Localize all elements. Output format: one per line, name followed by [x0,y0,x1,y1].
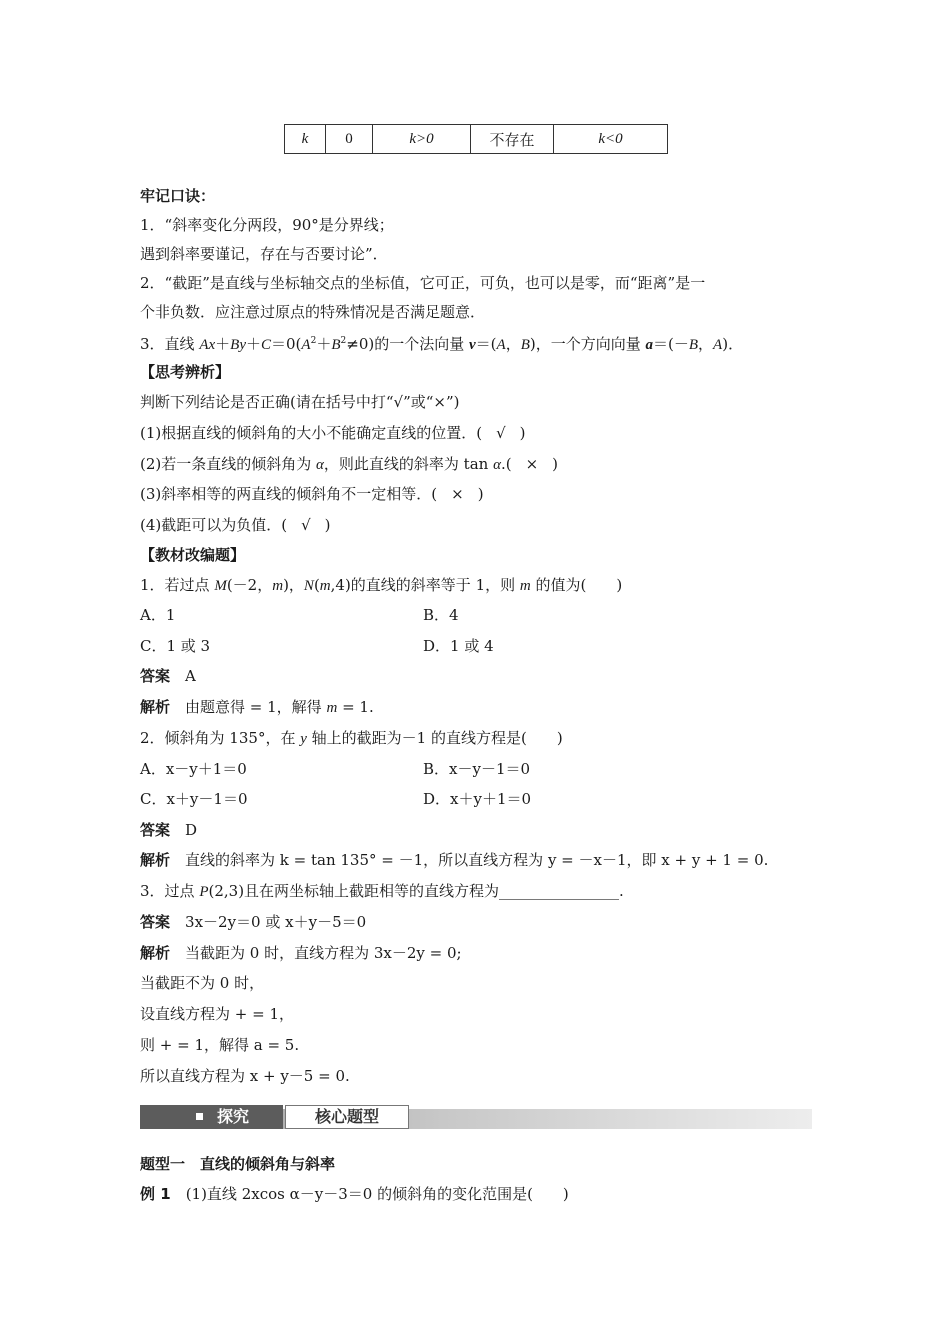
options-row [140,759,700,779]
think-heading: 【思考辨析】 [140,363,231,381]
table-row [285,125,668,154]
banner-left: 探究 [140,1105,283,1129]
think-intro: 判断下列结论是否正确(请在括号中打“√”或“×”) [140,393,460,411]
answer-3: 答案 3x－2y＝0 或 x＋y－5＝0 [140,913,367,931]
think-item: (3)斜率相等的两直线的倾斜角不一定相等．( × ) [140,485,484,503]
option-d: D．1 或 4 [423,637,494,655]
option-c: C．x＋y－1＝0 [140,790,248,808]
question-2: 2．倾斜角为 135°，在 y 轴上的截距为－1 的直线方程是( ) [140,729,563,747]
answer-1: 答案 A [140,667,196,685]
option-d: D．x＋y＋1＝0 [423,790,532,808]
example-1: 例 1 (1)直线 2xcos α－y－3＝0 的倾斜角的变化范围是( ) [140,1185,569,1203]
solution-line: 所以直线方程为 x + y－5 = 0. [140,1067,350,1085]
mnemonic-line: 3．直线 $Ax+By+C=0(A^2+B^2\ne 0)$的一个法向量 v＝(A，B)，一个方向向量 a＝(－B，A)． [140,335,744,353]
slope-table [284,124,668,154]
textbook-heading: 【教材改编题】 [140,546,246,564]
option-a: A．x－y＋1＝0 [140,760,247,778]
table-cell: k [285,125,326,154]
table-cell: 不存在 [471,125,554,154]
options-row [140,605,700,625]
question-1: 1．若过点 M(－2，m)，N(m,4)的直线的斜率等于 1，则 m 的值为( ) [140,576,623,594]
table-cell: k>0 [373,125,471,154]
table-cell: 0 [326,125,373,154]
solution-1: 解析 由题意得 = 1，解得 m = 1. [140,698,374,716]
mnemonic-line: 遇到斜率要谨记，存在与否要讨论”． [140,245,388,263]
option-c: C．1 或 3 [140,637,211,655]
mnemonic-heading: 牢记口诀： [140,187,216,205]
section-title: 题型一 直线的倾斜角与斜率 [140,1155,336,1173]
banner-right: 核心题型 [285,1105,409,1129]
solution-line: 当截距不为 0 时， [140,974,265,992]
section-banner [140,1105,812,1133]
options-row [140,789,700,809]
solution-line: 则 + = 1，解得 a = 5. [140,1036,300,1054]
question-3: 3．过点 P(2,3)且在两坐标轴上截距相等的直线方程为________________. [140,882,624,900]
think-item: (4)截距可以为负值．( √ ) [140,516,331,534]
solution-2: 解析 直线的斜率为 k = tan 135° = －1，所以直线方程为 y = －x－1，即 x + y + 1 = 0. [140,851,769,869]
solution-line: 设直线方程为 + = 1， [140,1005,294,1023]
answer-2: 答案 D [140,821,198,839]
option-b: B．x－y－1＝0 [423,760,531,778]
mnemonic-line: 2．“截距”是直线与坐标轴交点的坐标值，它可正，可负，也可以是零，而“距离”是一 [140,274,706,292]
think-item: (2)若一条直线的倾斜角为 α，则此直线的斜率为 tan α.( × ) [140,455,559,473]
mnemonic-line: 个非负数．应注意过原点的特殊情况是否满足题意． [140,303,486,321]
option-b: B．4 [423,606,459,624]
solution-3: 解析 当截距为 0 时，直线方程为 3x－2y = 0; [140,944,462,962]
mnemonic-line: 1．“斜率变化分两段，90°是分界线； [140,216,394,234]
table-cell: k<0 [554,125,668,154]
think-item: (1)根据直线的倾斜角的大小不能确定直线的位置．( √ ) [140,424,526,442]
option-a: A．1 [140,606,176,624]
options-row [140,636,700,656]
square-icon [196,1113,203,1120]
